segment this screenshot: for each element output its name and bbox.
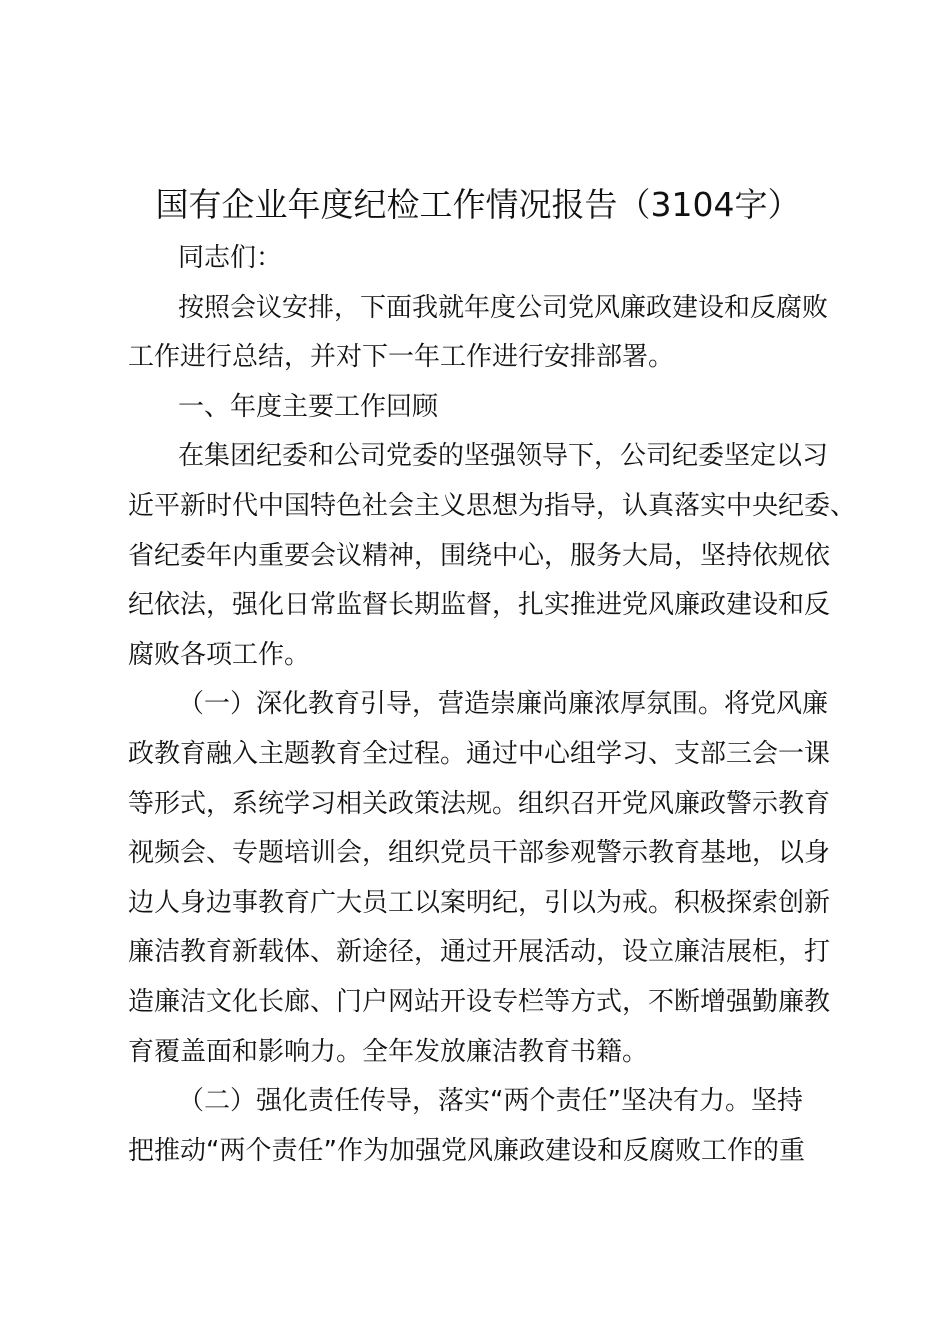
document-title: 国有企业年度纪检工作情况报告（3104字） bbox=[155, 185, 801, 224]
paragraph-line: 把推动“两个责任”作为加强党风廉政建设和反腐败工作的重 bbox=[128, 1135, 805, 1166]
paragraph-line: 纪依法，强化日常监督长期监督，扎实推进党风廉政建设和反 bbox=[128, 590, 831, 621]
paragraph-line: 省纪委年内重要会议精神，围绕中心，服务大局，坚持依规依 bbox=[128, 540, 831, 571]
paragraph-line: 一、年度主要工作回顾 bbox=[178, 391, 439, 422]
paragraph-line: 腐败各项工作。 bbox=[128, 639, 311, 670]
paragraph-line: 廉洁教育新载体、新途径，通过开展活动，设立廉洁展柜，打 bbox=[128, 937, 831, 968]
paragraph-line: （一）深化教育引导，营造崇廉尚廉浓厚氛围。将党风廉 bbox=[178, 689, 829, 720]
paragraph-line: 同志们： bbox=[178, 243, 283, 273]
paragraph-line: 近平新时代中国特色社会主义思想为指导，认真落实中央纪委、 bbox=[128, 490, 857, 521]
paragraph-line: 造廉洁文化长廊、门户网站开设专栏等方式，不断增强勤廉教 bbox=[128, 986, 831, 1017]
paragraph-line: 在集团纪委和公司党委的坚强领导下，公司纪委坚定以习 bbox=[178, 441, 829, 472]
document-body bbox=[128, 234, 857, 1176]
paragraph-line: 育覆盖面和影响力。全年发放廉洁教育书籍。 bbox=[128, 1036, 649, 1067]
paragraph-line: 边人身边事教育广大员工以案明纪，引以为戒。积极探索创新 bbox=[128, 887, 831, 918]
paragraph-line: 视频会、专题培训会，组织党员干部参观警示教育基地，以身 bbox=[128, 838, 831, 869]
paragraph-line: 等形式，系统学习相关政策法规。组织召开党风廉政警示教育 bbox=[128, 788, 831, 819]
paragraph-line: 工作进行总结，并对下一年工作进行安排部署。 bbox=[128, 342, 675, 373]
paragraph-line: 政教育融入主题教育全过程。通过中心组学习、支部三会一课 bbox=[128, 738, 831, 769]
paragraph-line: 按照会议安排，下面我就年度公司党风廉政建设和反腐败 bbox=[178, 292, 829, 323]
paragraph-line: （二）强化责任传导，落实“两个责任”坚决有力。坚持 bbox=[178, 1086, 803, 1117]
